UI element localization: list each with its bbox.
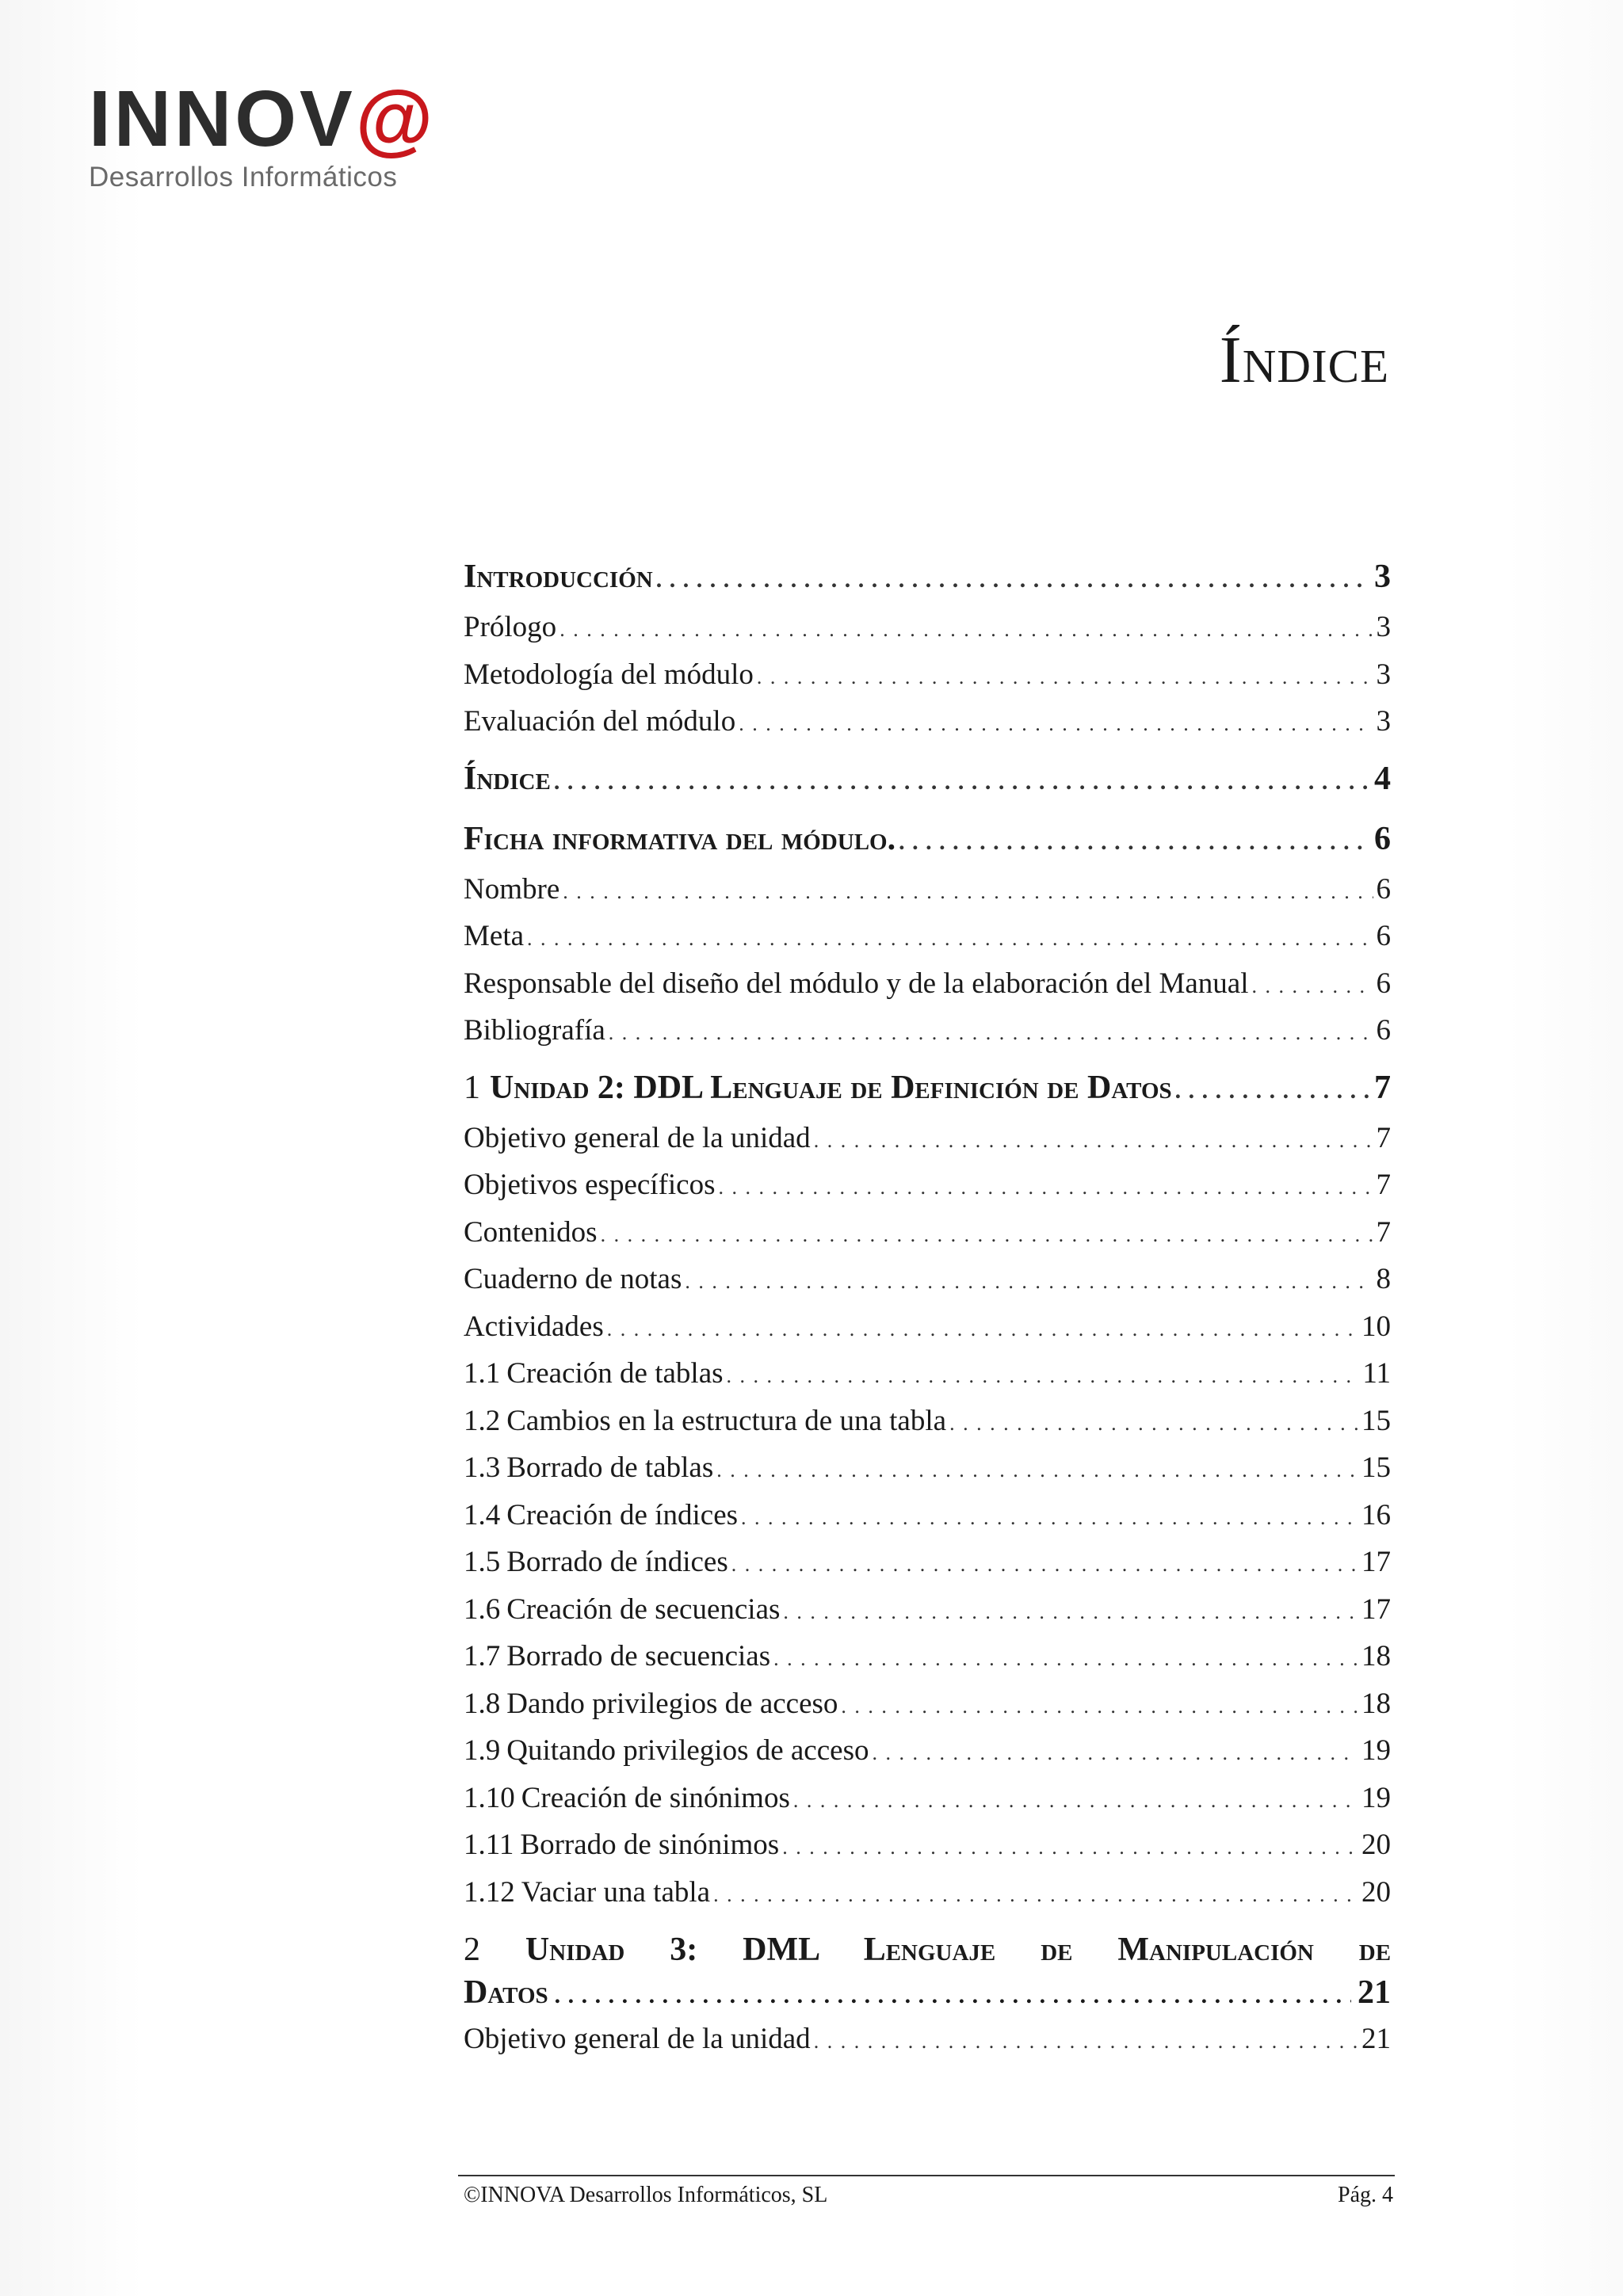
table-of-contents [464,545,1391,2065]
toc-entry-page: 11 [1362,1357,1391,1390]
toc-entry-label: Creación de tablas [506,1357,724,1390]
toc-entry[interactable] [464,1399,1391,1447]
toc-entry[interactable] [464,1211,1391,1258]
toc-entry-label: Nombre [464,872,560,906]
toc-leader-dots [1252,964,1373,1009]
toc-entry-label: Creación de secuencias [506,1592,781,1626]
toc-entry-page: 6 [1376,920,1391,952]
toc-leader-dots [554,757,1371,807]
toc-entry-label: Introducción [464,559,653,595]
toc-entry-label: Datos [464,1974,548,2011]
toc-entry[interactable] [464,653,1391,700]
toc-leader-dots [1175,1066,1371,1116]
toc-entry-page: 3 [1376,658,1391,691]
toc-entry-page: 4 [1374,760,1391,797]
toc-entry[interactable] [464,1540,1391,1588]
toc-entry-label: Unidad 2: DDL Lenguaje de Definición de Datos [490,1069,1172,1106]
toc-entry-number: 1.5 [464,1546,501,1578]
toc-leader-dots [757,655,1373,700]
toc-leader-dots [773,1637,1358,1682]
toc-entry-page: 18 [1361,1687,1391,1720]
toc-entry-label: Objetivos específicos [464,1169,716,1201]
toc-entry-page: 21 [1358,1974,1391,2011]
toc-entry-page: 8 [1376,1263,1391,1295]
toc-entry-label: Ficha informativa del módulo. [464,820,896,857]
toc-entry[interactable] [464,1257,1391,1305]
footer-copyright: ©INNOVA Desarrollos Informáticos, SL [464,2183,828,2207]
toc-leader-dots [559,608,1373,653]
toc-entry-label-word: 3: [670,1932,698,1968]
page-footer [458,2175,1395,2208]
toc-entry-page: 18 [1361,1640,1391,1672]
toc-leader-dots [685,1260,1373,1305]
toc-entry-page: 20 [1361,1829,1391,1861]
toc-entry-label-word: Manipulación [1117,1932,1314,1968]
toc-entry-number: 1.3 [464,1451,501,1484]
toc-entry[interactable] [464,753,1391,807]
toc-entry-label: Bibliografía [464,1014,605,1047]
toc-entry-page: 6 [1374,820,1391,857]
toc-entry-number: 1.1 [464,1357,501,1390]
toc-entry-label: Índice [464,760,551,797]
toc-entry[interactable] [464,1116,1391,1164]
toc-leader-dots [814,1119,1373,1164]
toc-entry-label: Borrado de secuencias [506,1640,771,1672]
toc-entry-page: 19 [1361,1781,1391,1814]
toc-entry-label-word: de [1041,1932,1073,1968]
toc-entry-page: 7 [1376,1215,1391,1249]
toc-entry-label: Creación de índices [506,1498,739,1531]
toc-entry[interactable] [464,700,1391,747]
logo-wordmark: INNOV@ [89,74,437,163]
toc-entry-number: 1.7 [464,1640,501,1672]
toc-entry-number: 1.6 [464,1592,501,1626]
toc-entry[interactable] [464,868,1391,915]
toc-leader-dots [741,1496,1358,1541]
toc-leader-dots [949,1402,1358,1447]
toc-leader-dots [656,555,1371,605]
toc-leader-dots [601,1213,1373,1258]
toc-leader-dots [719,1165,1373,1211]
toc-entry-label: Creación de sinónimos [521,1781,790,1814]
toc-entry-number: 1 [464,1069,480,1106]
toc-entry-label: Borrado de tablas [506,1451,714,1484]
toc-leader-dots [793,1779,1358,1824]
toc-entry[interactable] [464,1588,1391,1635]
toc-entry[interactable] [464,2017,1391,2065]
toc-entry-label: Evaluación del módulo [464,705,736,738]
toc-entry-number: 1.8 [464,1687,501,1720]
toc-entry[interactable] [464,1305,1391,1352]
toc-leader-dots [739,702,1373,747]
toc-entry-page: 7 [1376,1121,1391,1154]
toc-entry-label-word: Unidad [525,1932,625,1968]
page-title: Índice [1219,323,1389,397]
toc-entry[interactable] [464,814,1391,868]
toc-leader-dots [713,1873,1358,1918]
toc-entry-label: Contenidos [464,1215,598,1249]
toc-entry[interactable] [464,1163,1391,1211]
toc-leader-dots [841,1684,1358,1730]
toc-leader-dots [727,1354,1360,1399]
toc-entry[interactable] [464,1062,1391,1116]
toc-entry-page: 7 [1374,1069,1391,1106]
toc-entry-label: Borrado de sinónimos [520,1829,780,1861]
toc-entry-page: 15 [1361,1404,1391,1437]
toc-entry[interactable] [464,1446,1391,1493]
toc-entry-page: 6 [1376,872,1391,906]
toc-leader-dots [563,870,1373,915]
toc-entry-number: 1.12 [464,1875,515,1909]
toc-entry-page: 6 [1376,1014,1391,1047]
toc-entry-page: 16 [1361,1498,1391,1531]
toc-entry[interactable] [464,1729,1391,1776]
toc-leader-dots [872,1731,1358,1776]
toc-entry-label-word: DML [743,1932,819,1968]
toc-entry-page: 3 [1374,559,1391,595]
toc-entry-label: Metodología del módulo [464,658,754,691]
logo-tagline: Desarrollos Informáticos [89,162,398,193]
toc-entry-page: 6 [1376,967,1391,1000]
company-logo [89,74,437,193]
toc-entry-label-word: de [1358,1932,1392,1968]
toc-entry[interactable] [464,1009,1391,1056]
toc-entry[interactable] [464,914,1391,962]
toc-entry-label: Meta [464,920,525,952]
toc-entry[interactable] [464,551,1391,605]
toc-leader-dots [527,917,1373,962]
toc-entry-label: Prólogo [464,611,557,643]
toc-entry-label: Borrado de índices [506,1546,728,1578]
toc-leader-dots [731,1543,1358,1588]
toc-entry-label: Objetivo general de la unidad [464,2023,811,2055]
toc-entry-label: Dando privilegios de acceso [506,1687,838,1720]
toc-entry-number: 1.4 [464,1498,501,1531]
toc-entry[interactable] [464,1776,1391,1824]
toc-entry-number: 1.11 [464,1829,514,1861]
toc-entry-page: 17 [1361,1546,1391,1578]
toc-entry-page: 21 [1361,2023,1391,2055]
toc-entry[interactable] [464,1823,1391,1871]
toc-entry-label: Responsable del diseño del módulo y de la elaboración del Manual [464,967,1249,1000]
toc-entry[interactable] [464,1871,1391,1918]
toc-entry[interactable] [464,1682,1391,1730]
toc-entry[interactable] [464,962,1391,1009]
footer-page-number: Pág. 4 [1338,2183,1393,2207]
toc-entry-page: 7 [1376,1169,1391,1201]
toc-entry-number: 1.10 [464,1781,515,1814]
toc-entry[interactable] [464,1352,1391,1399]
toc-entry-number: 1.9 [464,1734,501,1767]
toc-entry-label-word: Lenguaje [863,1932,996,1968]
toc-leader-dots [555,1974,1351,2017]
toc-entry[interactable] [464,1634,1391,1682]
toc-entry-page: 3 [1376,611,1391,643]
toc-entry-number: 1.2 [464,1404,501,1437]
toc-leader-dots [782,1825,1358,1871]
toc-entry-label: Objetivo general de la unidad [464,1121,811,1154]
toc-leader-dots [607,1307,1358,1352]
toc-entry-unidad-3[interactable] [464,1928,1391,2017]
toc-leader-dots [899,817,1371,868]
toc-leader-dots [783,1590,1358,1635]
toc-entry-page: 19 [1361,1734,1391,1767]
toc-entry-label: Quitando privilegios de acceso [506,1734,869,1767]
toc-entry-label: Cambios en la estructura de una tabla [506,1404,947,1437]
toc-entry[interactable] [464,1493,1391,1541]
toc-entry-page: 17 [1361,1592,1391,1626]
toc-leader-dots [609,1011,1373,1056]
toc-entry-page: 10 [1361,1310,1391,1343]
toc-entry[interactable] [464,605,1391,653]
toc-leader-dots [716,1448,1358,1493]
toc-entry-page: 20 [1361,1875,1391,1909]
toc-entry-label: Actividades [464,1310,604,1343]
toc-entry-number: 2 [464,1932,480,1968]
toc-entry-label: Vaciar una tabla [521,1875,711,1909]
toc-entry-label: Cuaderno de notas [464,1263,682,1295]
toc-entry-page: 15 [1361,1451,1391,1484]
toc-leader-dots [814,2019,1358,2065]
toc-entry-page: 3 [1376,705,1391,738]
